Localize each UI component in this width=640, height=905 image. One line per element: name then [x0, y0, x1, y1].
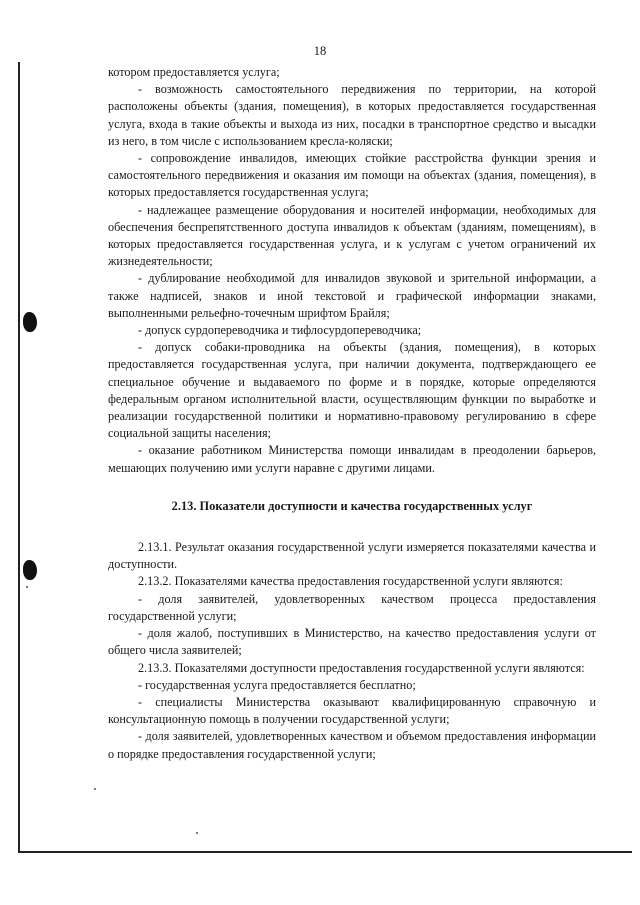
page-number: 18 [313, 44, 327, 58]
paragraph: - возможность самостоятельного передвижения по территории, на которой расположены объекты (здания, помещения), в которых предоставляется государственная услуга, входа в такие объекты и выхода из них, посадки в транспортное средство и высадки из него, в том числе с использованием кресла-коляски; [108, 82, 596, 148]
paragraph: 2.13.2. Показателями качества предоставления государственной услуги являются: [138, 574, 563, 589]
paragraph: - специалисты Министерства оказывают квалифицированную справочную и консультационную помощь в получении государственной услуги; [108, 694, 596, 727]
scan-speck [196, 832, 198, 834]
paragraph: 2.13.1. Результат оказания государственной услуги измеряется показателями качества и доступности. [108, 540, 596, 572]
section-heading: 2.13. Показатели доступности и качества государственных услуг [171, 498, 533, 513]
frame-bottom-border [18, 851, 632, 853]
paragraph: - допуск собаки-проводника на объекты (здания, помещения), в которых предоставляется государственная услуга, при наличии документа, подтверждающего ее специальное обучение и выдаваемого по форме и в порядке, которые определяются федеральным органом исполнительной власти, осуществляющим функции по выработке и реализации государственной политики и нормативно-правовому регулированию в сфере социальной защиты населения; [108, 340, 596, 441]
paragraph: - доля заявителей, удовлетворенных качеством и объемом предоставления информации о порядке предоставления государственной услуги; [108, 729, 596, 761]
document-body [108, 64, 596, 763]
scan-speck [26, 586, 28, 588]
paragraph: - надлежащее размещение оборудования и носителей информации, необходимых для обеспечения беспрепятственного доступа инвалидов к объектам (зданиям, помещениям), в которых предоставляется государственная услуга, и к услугам с учетом ограничений их жизнедеятельности; [108, 202, 596, 269]
paragraph: - доля заявителей, удовлетворенных качеством процесса предоставления государственной услуги; [108, 591, 596, 623]
paragraph: - допуск сурдопереводчика и тифлосурдопереводчика; [138, 323, 422, 338]
paragraphs-bottom [108, 539, 596, 763]
paragraph: - государственная услуга предоставляется бесплатно; [138, 677, 416, 692]
paragraph: 2.13.3. Показателями доступности предоставления государственной услуги являются: [138, 660, 585, 675]
paragraphs-top [108, 64, 596, 477]
paragraph: - доля жалоб, поступивших в Министерство, на качество предоставления услуги от общего числа заявителей; [108, 626, 596, 658]
paragraph: - сопровождение инвалидов, имеющих стойкие расстройства функции зрения и самостоятельного передвижения и оказания им помощи на объектах (здания, помещения), в которых предоставляется государственная услуга; [108, 151, 596, 200]
paragraph: котором предоставляется услуга; [108, 65, 280, 79]
paragraph: - оказание работником Министерства помощи инвалидам в преодолении барьеров, мешающих получению ими услуги наравне с другими лицами. [108, 443, 596, 475]
scan-speck [94, 788, 96, 790]
frame-left-border [18, 62, 20, 852]
binder-hole-bottom [23, 560, 37, 580]
paragraph: - дублирование необходимой для инвалидов звуковой и зрительной информации, а также надписей, знаков и иной текстовой и графической информации знаками, выполненными рельефно-точечным шрифтом Брайля; [108, 271, 596, 320]
binder-hole-top [23, 312, 37, 332]
